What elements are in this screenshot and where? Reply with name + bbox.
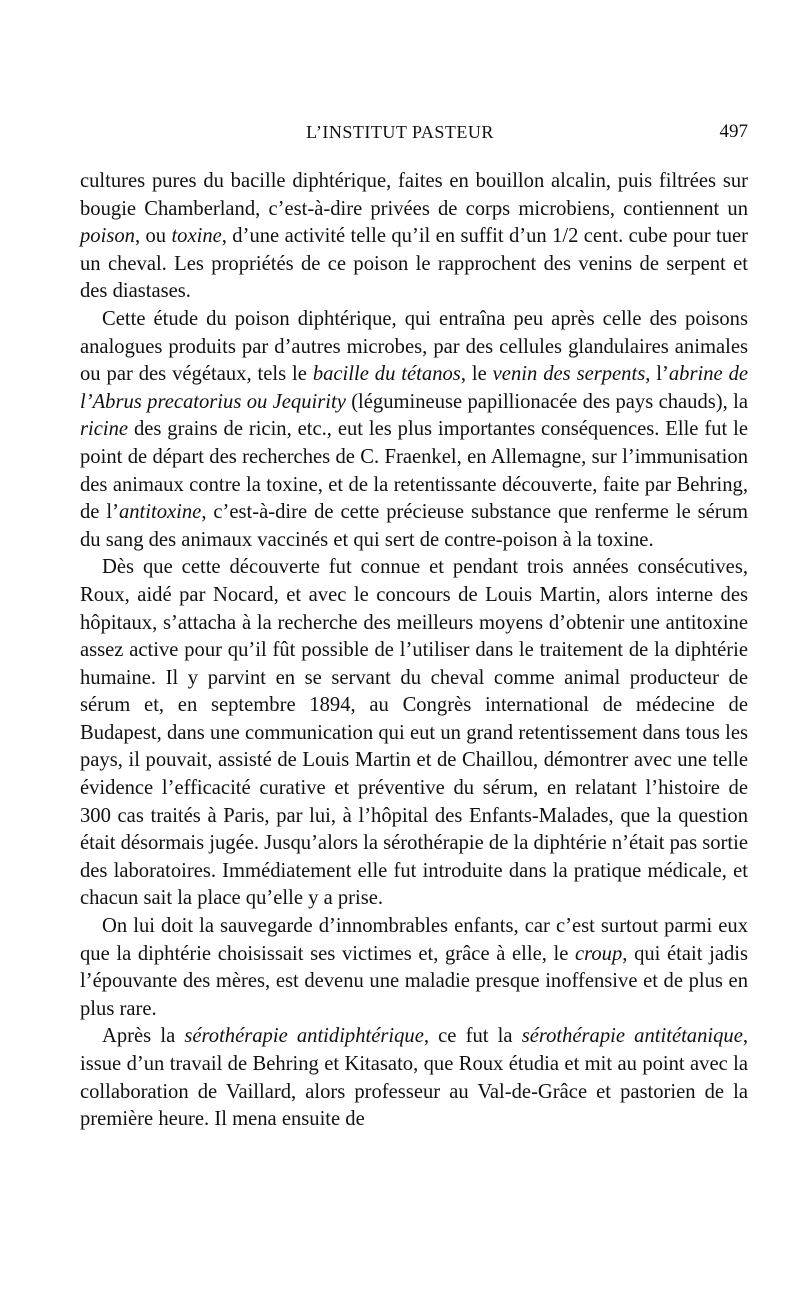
- text-run: , l’: [645, 363, 669, 386]
- italic-run: abrine de l’Abrus precatorius ou Jequirity: [80, 363, 749, 413]
- text-run: On lui doit la sauvegarde d’innombrables enfants, car c’est surtout parmi eux que la diphtérie choisissait ses victimes et, grâce à elle, le: [80, 915, 748, 965]
- page-number: 497: [719, 121, 748, 142]
- paragraph: [80, 168, 748, 306]
- running-head: [0, 118, 800, 146]
- italic-run: poison: [80, 225, 135, 248]
- italic-run: venin des serpents: [492, 363, 646, 386]
- italic-run: toxine: [171, 225, 222, 248]
- text-run: cultures pures du bacille diphtérique, faites en bouillon alcalin, puis filtrées sur bougie Chamberland, c’est-à-dire privées de corps microbiens, contiennent un: [80, 170, 748, 220]
- running-title: L’INSTITUT PASTEUR: [306, 122, 494, 142]
- text-run: des grains de ricin, etc., eut les plus importantes conséquences. Elle fut le point de départ des recherches de C. Fraenkel, en Allemagne, sur l’immunisation des animaux contre la toxine, et de la retentissante découverte, faite par Behring, de l’: [80, 418, 748, 524]
- text-run: , ce fut la: [423, 1025, 522, 1048]
- paragraph: [80, 1023, 748, 1133]
- text-run: , ou: [134, 225, 172, 248]
- text-run: , le: [460, 363, 493, 386]
- paragraph: [80, 913, 748, 1023]
- italic-run: ricine: [80, 418, 129, 441]
- italic-run: bacille du tétanos: [312, 363, 461, 386]
- text-run: , c’est-à-dire de cette précieuse substance que renferme le sérum du sang des animaux vaccinés et qui sert de contre-poison à la toxine.: [80, 501, 748, 551]
- text-run: Après la: [102, 1025, 185, 1048]
- text-run: , qui était jadis l’épouvante des mères, est devenu une maladie presque inoffensive et de plus en plus rare.: [80, 942, 748, 1020]
- italic-run: croup: [575, 942, 623, 965]
- text-run: Dès que cette découverte fut connue et pendant trois années consécutives, Roux, aidé par Nocard, et avec le concours de Louis Martin, alors interne des hôpitaux, s’attacha à la recherche des meilleurs moyens d’obtenir une antitoxine assez active pour qu’il fût possible de l’utiliser dans le traitement de la diphtérie humaine. Il y parvint en se servant du cheval comme animal producteur de sérum et, en septembre 1894, au Congrès international de médecine de Budapest, dans une communication qui eut un grand retentissement dans tous les pays, il pouvait, assisté de Louis Martin et de Chaillou, démontrer avec une telle évidence l’efficacité curative et préventive du sérum, en relatant l’histoire de 300 cas traités à Paris, par lui, à l’hôpital des Enfants-Malades, que la question était désormais jugée. Jusqu’alors la sérothérapie de la diphtérie n’était pas sortie des laboratoires. Immédiatement elle fut introduite dans la pratique médicale, et chacun sait la place qu’elle y a prise.: [80, 556, 748, 910]
- text-run: (légumineuse papillionacée des pays chauds), la: [345, 390, 748, 413]
- body-text: [80, 168, 748, 1134]
- italic-run: sérothérapie antitétanique: [521, 1025, 743, 1048]
- paragraph: [80, 306, 748, 554]
- text-run: Cette étude du poison diphtérique, qui entraîna peu après celle des poisons analogues produits par d’autres microbes, par des cellules glandulaires animales ou par des végétaux, tels le: [80, 307, 748, 386]
- text-run: , d’une activité telle qu’il en suffit d’un 1/2 cent. cube pour tuer un cheval. Les propriétés de ce poison le rapprochent des venins de serpent et des diastases.: [80, 225, 749, 303]
- text-run: , issue d’un travail de Behring et Kitasato, que Roux étudia et mit au point avec la collaboration de Vaillard, alors professeur au Val-de-Grâce et pastorien de la première heure. Il mena ensuite de: [80, 1025, 749, 1131]
- italic-run: antitoxine: [118, 501, 202, 524]
- paragraph: [80, 554, 748, 913]
- italic-run: sérothérapie antidiphtérique: [184, 1025, 424, 1048]
